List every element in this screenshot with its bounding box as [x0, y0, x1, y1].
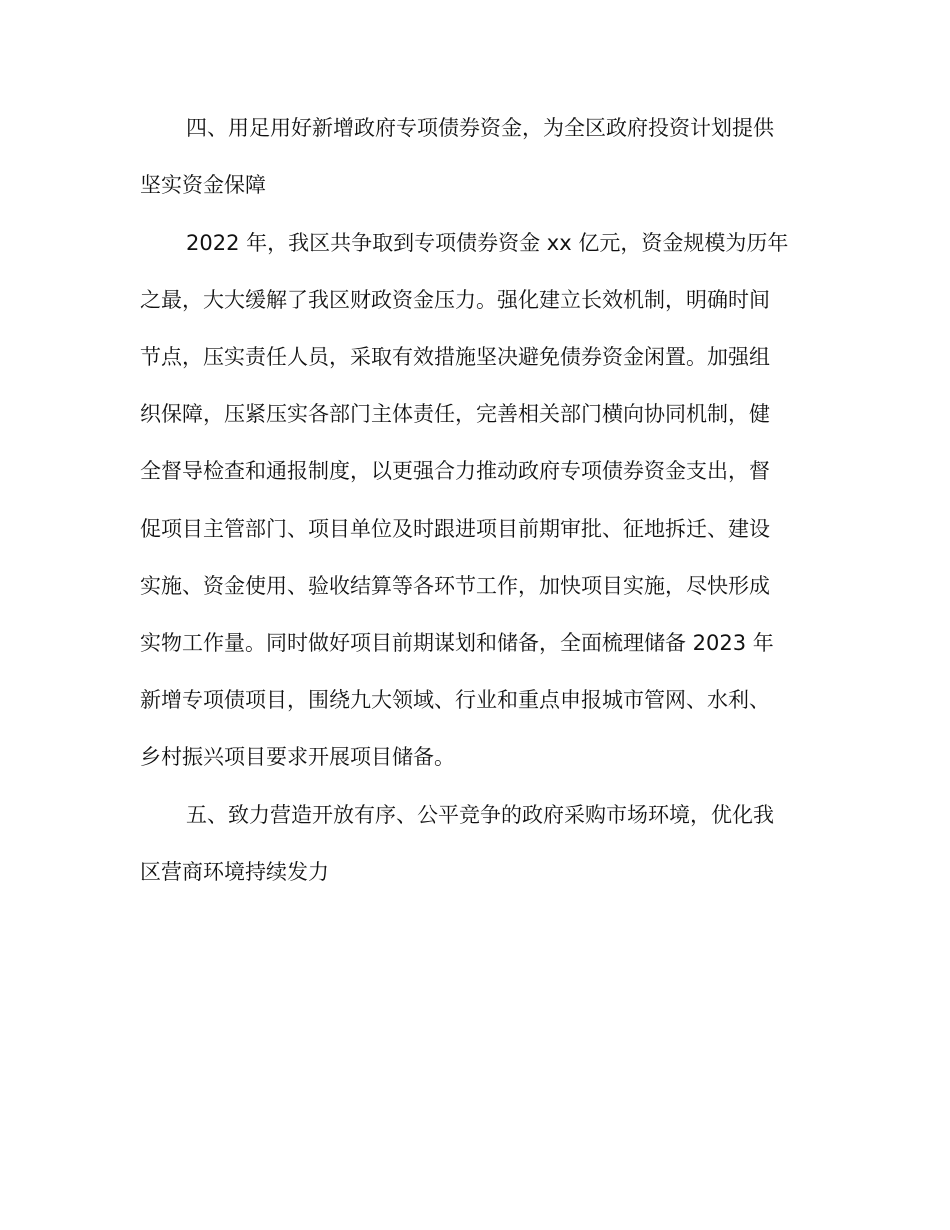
paragraph-line-4: 织保障，压紧压实各部门主体责任，完善相关部门横向协同机制，健	[140, 402, 770, 426]
paragraph-line-1: 2022 年，我区共争取到专项债券资金 xx 亿元，资金规模为历年	[186, 231, 789, 255]
paragraph-line-9: 新增专项债项目，围绕九大领域、行业和重点申报城市管网、水利、	[140, 688, 770, 712]
section-heading-5-line-1: 五、致力营造开放有序、公平竞争的政府采购市场环境，优化我	[186, 803, 774, 827]
paragraph-line-6: 促项目主管部门、项目单位及时跟进项目前期审批、征地拆迁、建设	[140, 517, 770, 541]
paragraph-line-2: 之最，大大缓解了我区财政资金压力。强化建立长效机制，明确时间	[140, 288, 770, 312]
paragraph-line-5: 全督导检查和通报制度，以更强合力推动政府专项债券资金支出，督	[140, 459, 770, 483]
paragraph-line-3: 节点，压实责任人员，采取有效措施坚决避免债券资金闲置。加强组	[140, 345, 770, 369]
section-heading-4-line-2: 坚实资金保障	[140, 173, 266, 197]
paragraph-line-7: 实施、资金使用、验收结算等各环节工作，加快项目实施，尽快形成	[140, 574, 770, 598]
section-heading-5-line-2: 区营商环境持续发力	[140, 860, 329, 884]
section-heading-4-line-1: 四、用足用好新增政府专项债券资金，为全区政府投资计划提供	[186, 116, 774, 140]
paragraph-line-8: 实物工作量。同时做好项目前期谋划和储备，全面梳理储备 2023 年	[140, 631, 774, 655]
paragraph-line-10: 乡村振兴项目要求开展项目储备。	[140, 745, 455, 769]
